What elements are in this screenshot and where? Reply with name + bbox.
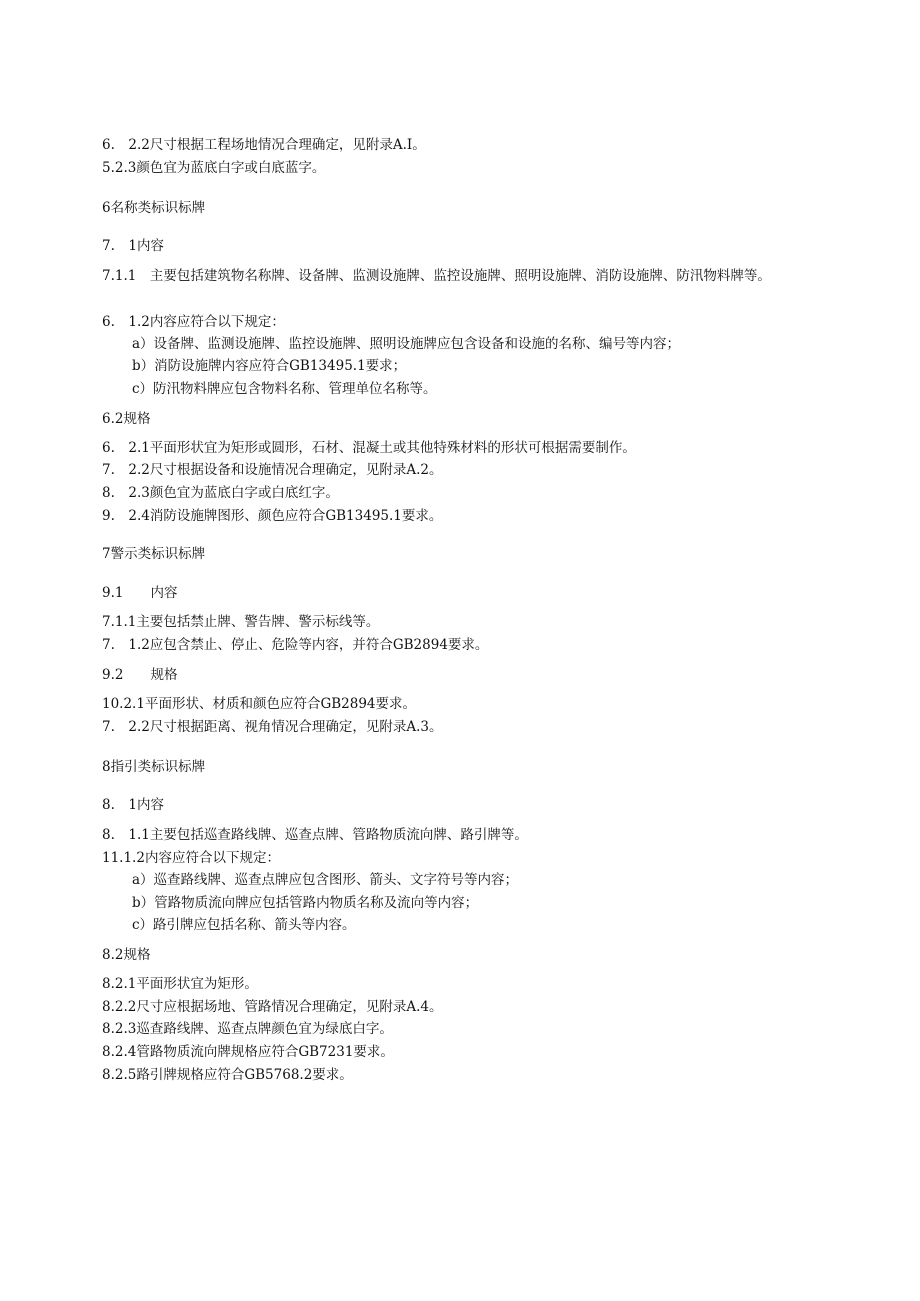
list-item-b-guide: b）管路物质流向牌应包括管路内物质名称及流向等内容； <box>132 895 479 911</box>
clause-8-2-5: 8.2.5路引牌规格应符合GB5768.2要求。 <box>102 1067 353 1083</box>
clause-6-2-2-size: 6. 2.2尺寸根据工程场地情况合理确定，见附录A.I。 <box>102 137 426 153</box>
clause-8-2-3: 8. 2.3颜色宜为蓝底白字或白底红字。 <box>102 485 339 501</box>
clause-6-2-1: 6. 2.1平面形状宜为矩形或圆形，石材、混凝土或其他特殊材料的形状可根据需要制作。 <box>102 440 636 456</box>
subsection-heading-9-1: 9.1 内容 <box>102 585 178 601</box>
list-item-a: a）设备牌、监测设施牌、监控设施牌、照明设施牌应包含设备和设施的名称、编号等内容； <box>132 336 681 352</box>
clause-5-2-3-color: 5.2.3颜色宜为蓝底白字或白底蓝字。 <box>102 160 326 176</box>
subsection-heading-9-2: 9.2 规格 <box>102 667 178 683</box>
clause-7-2-2-warning: 7. 2.2尺寸根据距离、视角情况合理确定，见附录A.3。 <box>102 719 443 735</box>
clause-7-2-2: 7. 2.2尺寸根据设备和设施情况合理确定，见附录A.2。 <box>102 462 443 478</box>
clause-7-1-1: 7.1.1 主要包括建筑物名称牌、设备牌、监测设施牌、监控设施牌、照明设施牌、消防设施牌、防汛物料牌等。 <box>102 268 771 284</box>
list-item-a-guide: a）巡查路线牌、巡查点牌应包含图形、箭头、文字符号等内容； <box>132 872 519 888</box>
subsection-heading-content: 7. 1内容 <box>102 238 164 254</box>
clause-8-1-1: 8. 1.1主要包括巡查路线牌、巡查点牌、管路物质流向牌、路引牌等。 <box>102 827 528 843</box>
clause-8-2-2: 8.2.2尺寸应根据场地、管路情况合理确定，见附录A.4。 <box>102 999 443 1015</box>
clause-10-2-1: 10.2.1平面形状、材质和颜色应符合GB2894要求。 <box>102 696 416 712</box>
clause-8-2-4: 8.2.4管路物质流向牌规格应符合GB7231要求。 <box>102 1044 394 1060</box>
clause-8-2-1: 8.2.1平面形状宜为矩形。 <box>102 976 258 992</box>
clause-7-1-2-warning: 7. 1.2应包含禁止、停止、危险等内容，并符合GB2894要求。 <box>102 637 489 653</box>
list-item-b: b）消防设施牌内容应符合GB13495.1要求； <box>132 358 407 374</box>
clause-7-1-1-warning: 7.1.1主要包括禁止牌、警告牌、警示标线等。 <box>102 614 380 630</box>
clause-9-2-4: 9. 2.4消防设施牌图形、颜色应符合GB13495.1要求。 <box>102 508 443 524</box>
list-item-c: c）防汛物料牌应包含物料名称、管理单位名称等。 <box>132 381 437 397</box>
clause-11-1-2: 11.1.2内容应符合以下规定： <box>102 850 280 866</box>
subsection-heading-8-2: 8.2规格 <box>102 947 151 963</box>
section-heading-6: 6名称类标识标牌 <box>102 200 206 216</box>
section-heading-8: 8指引类标识标牌 <box>102 759 206 775</box>
clause-6-1-2: 6. 1.2内容应符合以下规定： <box>102 314 285 330</box>
section-heading-7: 7警示类标识标牌 <box>102 546 206 562</box>
list-item-c-guide: c）路引牌应包括名称、箭头等内容。 <box>132 917 356 933</box>
clause-8-2-3: 8.2.3巡查路线牌、巡查点牌颜色宜为绿底白字。 <box>102 1021 393 1037</box>
subsection-heading-spec: 6.2规格 <box>102 411 151 427</box>
subsection-heading-8-1: 8. 1内容 <box>102 797 164 813</box>
